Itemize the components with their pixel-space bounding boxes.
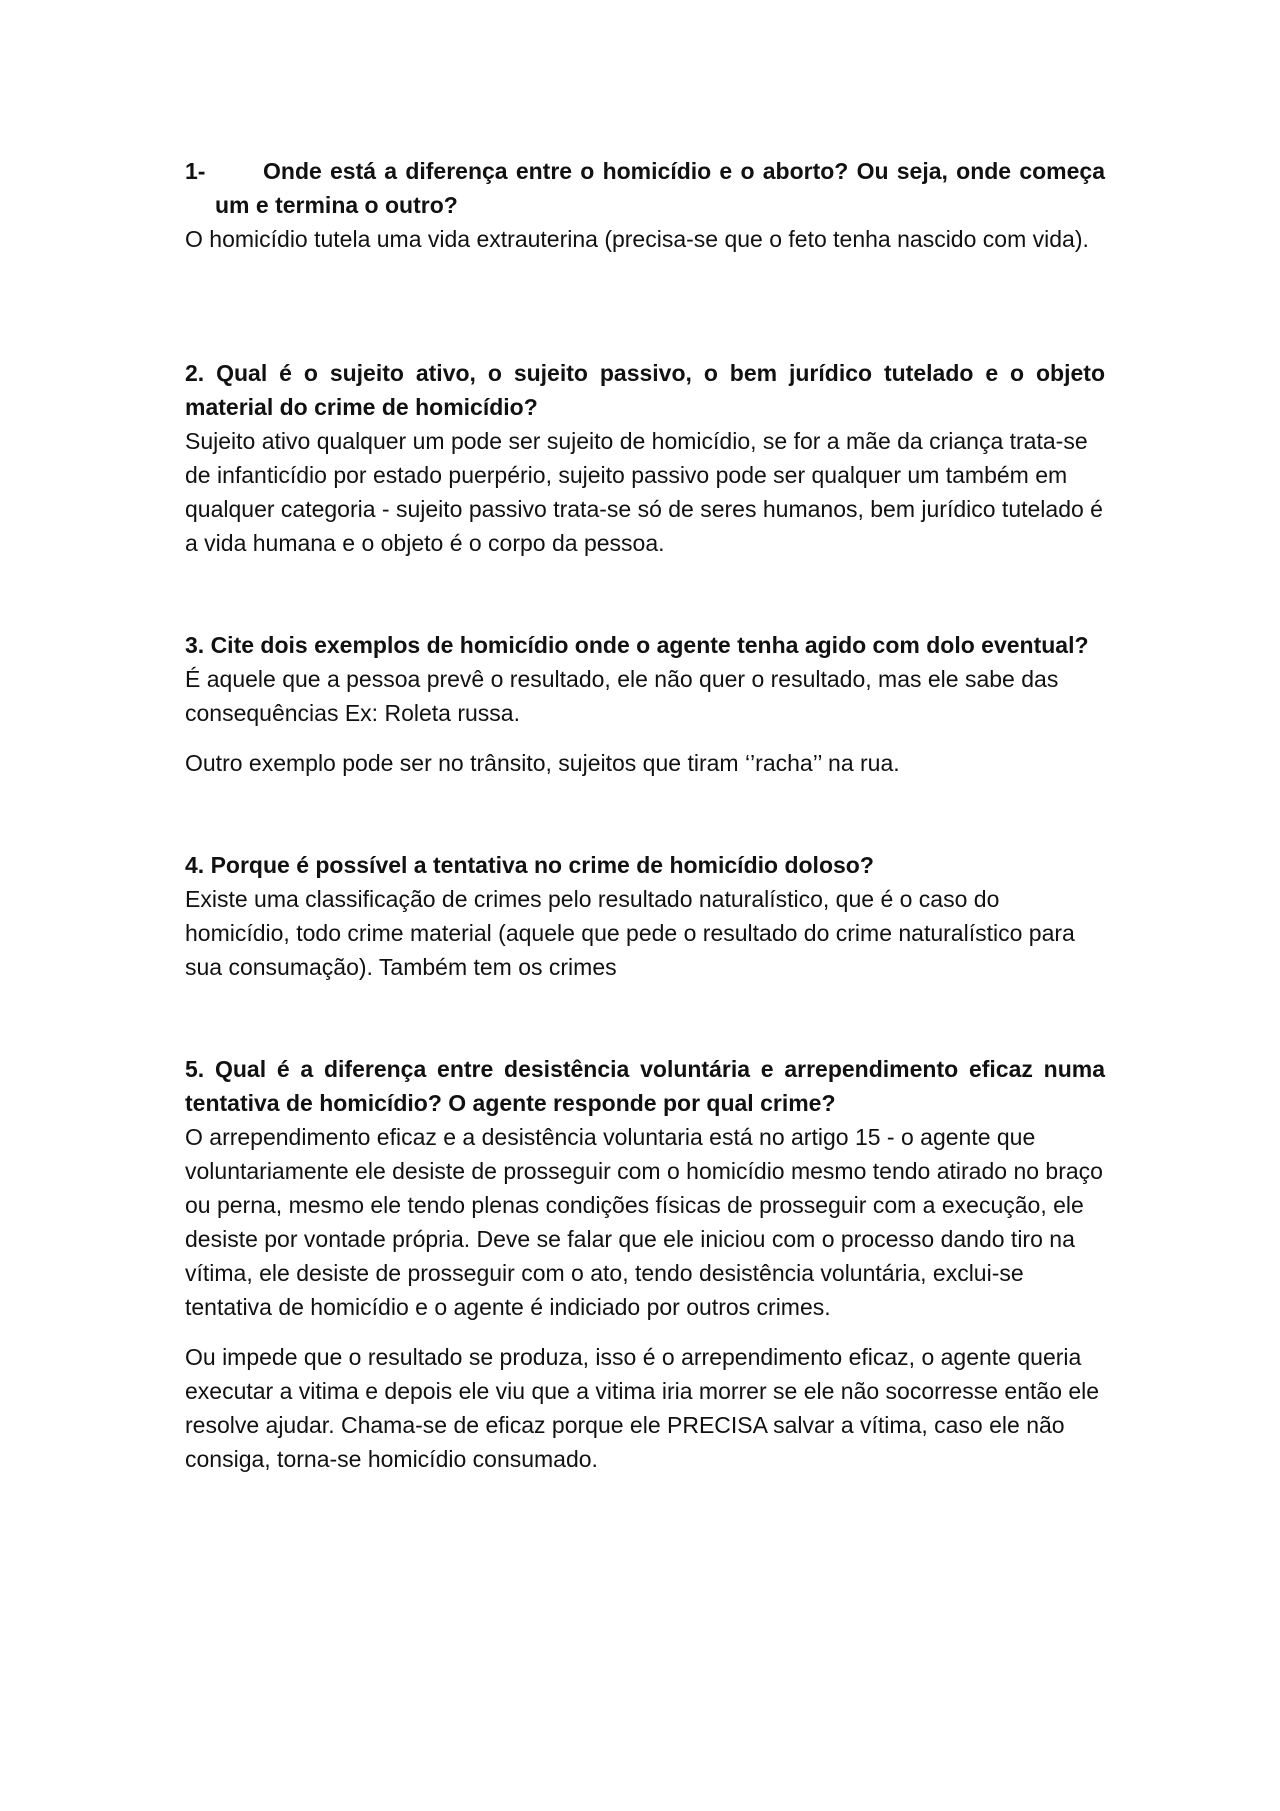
question-3-answer-1: É aquele que a pessoa prevê o resultado, ele não quer o resultado, mas ele sabe das consequências Ex: Roleta russa. bbox=[185, 666, 1059, 726]
question-4 bbox=[185, 848, 1105, 984]
question-5-answer-1: O arrependimento eficaz e a desistência voluntaria está no artigo 15 - o agente que voluntariamente ele desiste de prosseguir com o homicídio mesmo tendo atirado no braço ou perna, mesmo ele tendo plenas condições físicas de prosseguir com a execução, ele desiste por vontade própria. Deve se falar que ele iniciou com o processo dando tiro na vítima, ele desiste de prosseguir com o ato, tendo desistência voluntária, exclui-se tentativa de homicídio e o agente é indiciado por outros crimes. bbox=[185, 1124, 1103, 1320]
question-5 bbox=[185, 1052, 1105, 1476]
document-body bbox=[185, 154, 1105, 1476]
question-2-title: 2. Qual é o sujeito ativo, o sujeito passivo, o bem jurídico tutelado e o objeto material do crime de homicídio? bbox=[185, 360, 1105, 420]
question-1-title bbox=[185, 154, 1105, 222]
question-5-answer-2: Ou impede que o resultado se produza, isso é o arrependimento eficaz, o agente queria executar a vitima e depois ele viu que a vitima iria morrer se ele não socorresse então ele resolve ajudar. Chama-se de eficaz porque ele PRECISA salvar a vítima, caso ele não consiga, torna-se homicídio consumado. bbox=[185, 1344, 1100, 1472]
question-3 bbox=[185, 628, 1105, 780]
question-1-answer: O homicídio tutela uma vida extrauterina (precisa-se que o feto tenha nascido com vida). bbox=[185, 226, 1089, 252]
question-3-title: 3. Cite dois exemplos de homicídio onde o agente tenha agido com dolo eventual? bbox=[185, 632, 1089, 658]
question-5-title: 5. Qual é a diferença entre desistência voluntária e arrependimento eficaz numa tentativa de homicídio? O agente responde por qual crime? bbox=[185, 1056, 1105, 1116]
question-3-answer-2: Outro exemplo pode ser no trânsito, sujeitos que tiram ‘’racha’’ na rua. bbox=[185, 750, 900, 776]
question-2 bbox=[185, 356, 1105, 560]
question-1-number: 1- bbox=[185, 158, 206, 184]
question-4-title: 4. Porque é possível a tentativa no crime de homicídio doloso? bbox=[185, 852, 874, 878]
question-4-answer: Existe uma classificação de crimes pelo resultado naturalístico, que é o caso do homicídio, todo crime material (aquele que pede o resultado do crime naturalístico para sua consumação). Também tem os crimes bbox=[185, 886, 1075, 980]
question-1-text: Onde está a diferença entre o homicídio e o aborto? Ou seja, onde começa um e termina o outro? bbox=[215, 158, 1105, 218]
question-1 bbox=[185, 154, 1105, 256]
question-2-answer: Sujeito ativo qualquer um pode ser sujeito de homicídio, se for a mãe da criança trata-se de infanticídio por estado puerpério, sujeito passivo pode ser qualquer um também em qualquer categoria - sujeito passivo trata-se só de seres humanos, bem jurídico tutelado é a vida humana e o objeto é o corpo da pessoa. bbox=[185, 428, 1103, 556]
